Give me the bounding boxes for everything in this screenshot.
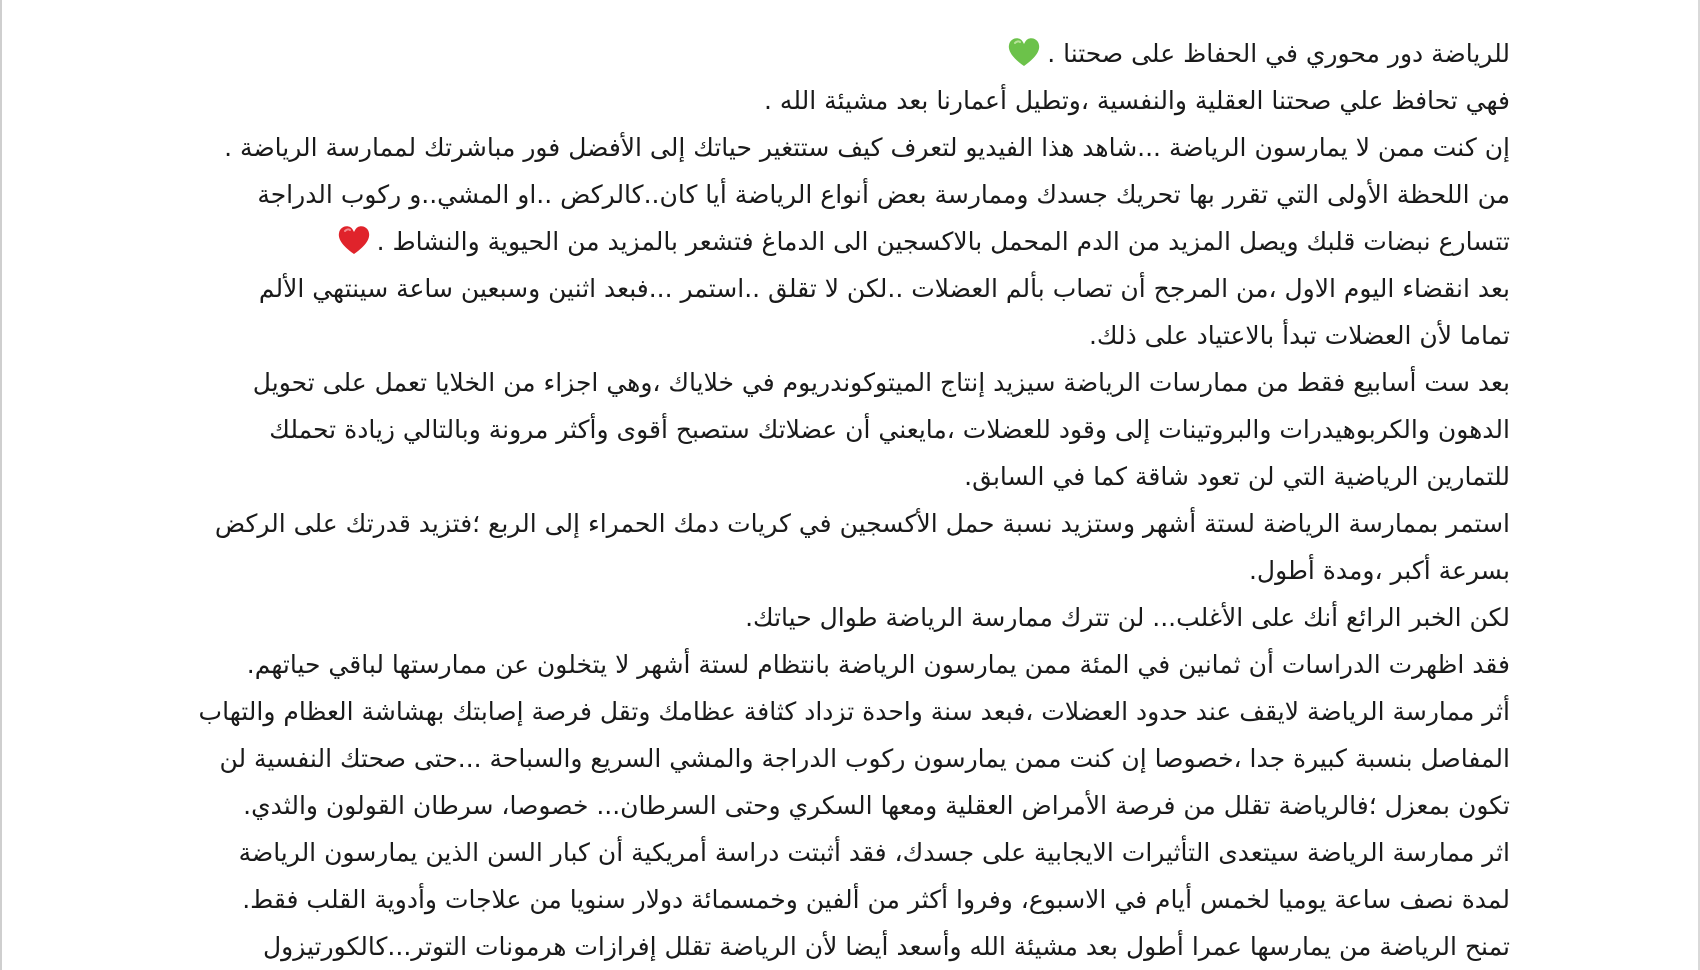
article-text: [198, 30, 1510, 970]
text-line-15: أثر ممارسة الرياضة لايقف عند حدود العضلات ،فبعد سنة واحدة تزداد كثافة عظامك وتقل فرصة إصابتك بهشاشة العظام والتهاب: [198, 697, 1510, 726]
text-line-1: [240, 30, 1510, 77]
text-line-18: اثر ممارسة الرياضة سيتعدى التأثيرات الايجابية على جسدك، فقد أثبتت دراسة أمريكية أن كبار السن الذين يمارسون الرياضة: [238, 838, 1510, 867]
text-line-8: بعد ست أسابيع فقط من ممارسات الرياضة سيزيد إنتاج الميتوكوندريوم في خلاياك ،وهي اجزاء من الخلايا تعمل على تحويل: [252, 368, 1510, 397]
text-line-13: لكن الخبر الرائع أنك على الأغلب... لن تترك ممارسة الرياضة طوال حياتك.: [745, 603, 1510, 632]
red-heart-icon: [337, 224, 371, 271]
text-line-9: الدهون والكربوهيدرات والبروتينات إلى وقود للعضلات ،مايعني أن عضلاتك ستصبح أقوى وأكثر مرونة وبالتالي زيادة تحملك: [269, 415, 1510, 444]
text-line-11: استمر بممارسة الرياضة لستة أشهر وستزيد نسبة حمل الأكسجين في كريات دمك الحمراء إلى الربع ؛فتزيد قدرتك على الركض: [214, 509, 1510, 538]
text-line-6: بعد انقضاء اليوم الاول ،من المرجح أن تصاب بألم العضلات ..لكن لا تقلق ..استمر ...فبعد اثنين وسبعين ساعة سينتهي الألم: [258, 274, 1510, 303]
text-line-16: المفاصل بنسبة كبيرة جدا ،خصوصا إن كنت ممن يمارسون ركوب الدراجة والمشي السريع والسباحة ...حتى صحتك النفسية لن: [219, 744, 1510, 773]
text-line-2: فهي تحافظ علي صحتنا العقلية والنفسية ،وتطيل أعمارنا بعد مشيئة الله .: [764, 86, 1510, 115]
text-line-12: بسرعة أكبر ،ومدة أطول.: [1248, 556, 1510, 585]
text-line-17: تكون بمعزل ؛فالرياضة تقلل من فرصة الأمراض العقلية ومعها السكري وحتى السرطان... خصوصا، سرطان القولون والثدي.: [243, 791, 1510, 820]
text-line-14: فقد اظهرت الدراسات أن ثمانين في المئة ممن يمارسون الرياضة بانتظام لستة أشهر لا يتخلون عن ممارستها لباقي حياتهم.: [246, 650, 1510, 679]
line-1-text: للرياضة دور محوري في الحفاظ على صحتنا .: [1047, 39, 1510, 68]
text-line-3: إن كنت ممن لا يمارسون الرياضة ...شاهد هذا الفيديو لتعرف كيف ستتغير حياتك إلى الأفضل فور مباشرتك لممارسة الرياضة .: [224, 133, 1510, 162]
text-line-20: تمنح الرياضة من يمارسها عمرا أطول بعد مشيئة الله وأسعد أيضا لأن الرياضة تقلل إفرازات هرمونات التوتر...كالكورتيزول: [262, 932, 1510, 961]
text-line-7: تماما لأن العضلات تبدأ بالاعتياد على ذلك.: [1088, 321, 1510, 350]
text-line-19: لمدة نصف ساعة يوميا لخمس أيام في الاسبوع، وفروا أكثر من ألفين وخمسمائة دولار سنويا من علاجات وأدوية القلب فقط.: [242, 885, 1510, 914]
line-5-text: تتسارع نبضات قلبك ويصل المزيد من الدم المحمل بالاكسجين الى الدماغ فتشعر بالمزيد من الحيوية والنشاط .: [376, 227, 1510, 256]
text-line-10: للتمارين الرياضية التي لن تعود شاقة كما في السابق.: [964, 462, 1510, 491]
green-heart-icon: [1007, 36, 1041, 83]
text-line-4: من اللحظة الأولى التي تقرر بها تحريك جسدك وممارسة بعض أنواع الرياضة أيا كان..كالركض ..او المشي..و ركوب الدراجة: [257, 180, 1510, 209]
text-line-5: [240, 218, 1510, 265]
